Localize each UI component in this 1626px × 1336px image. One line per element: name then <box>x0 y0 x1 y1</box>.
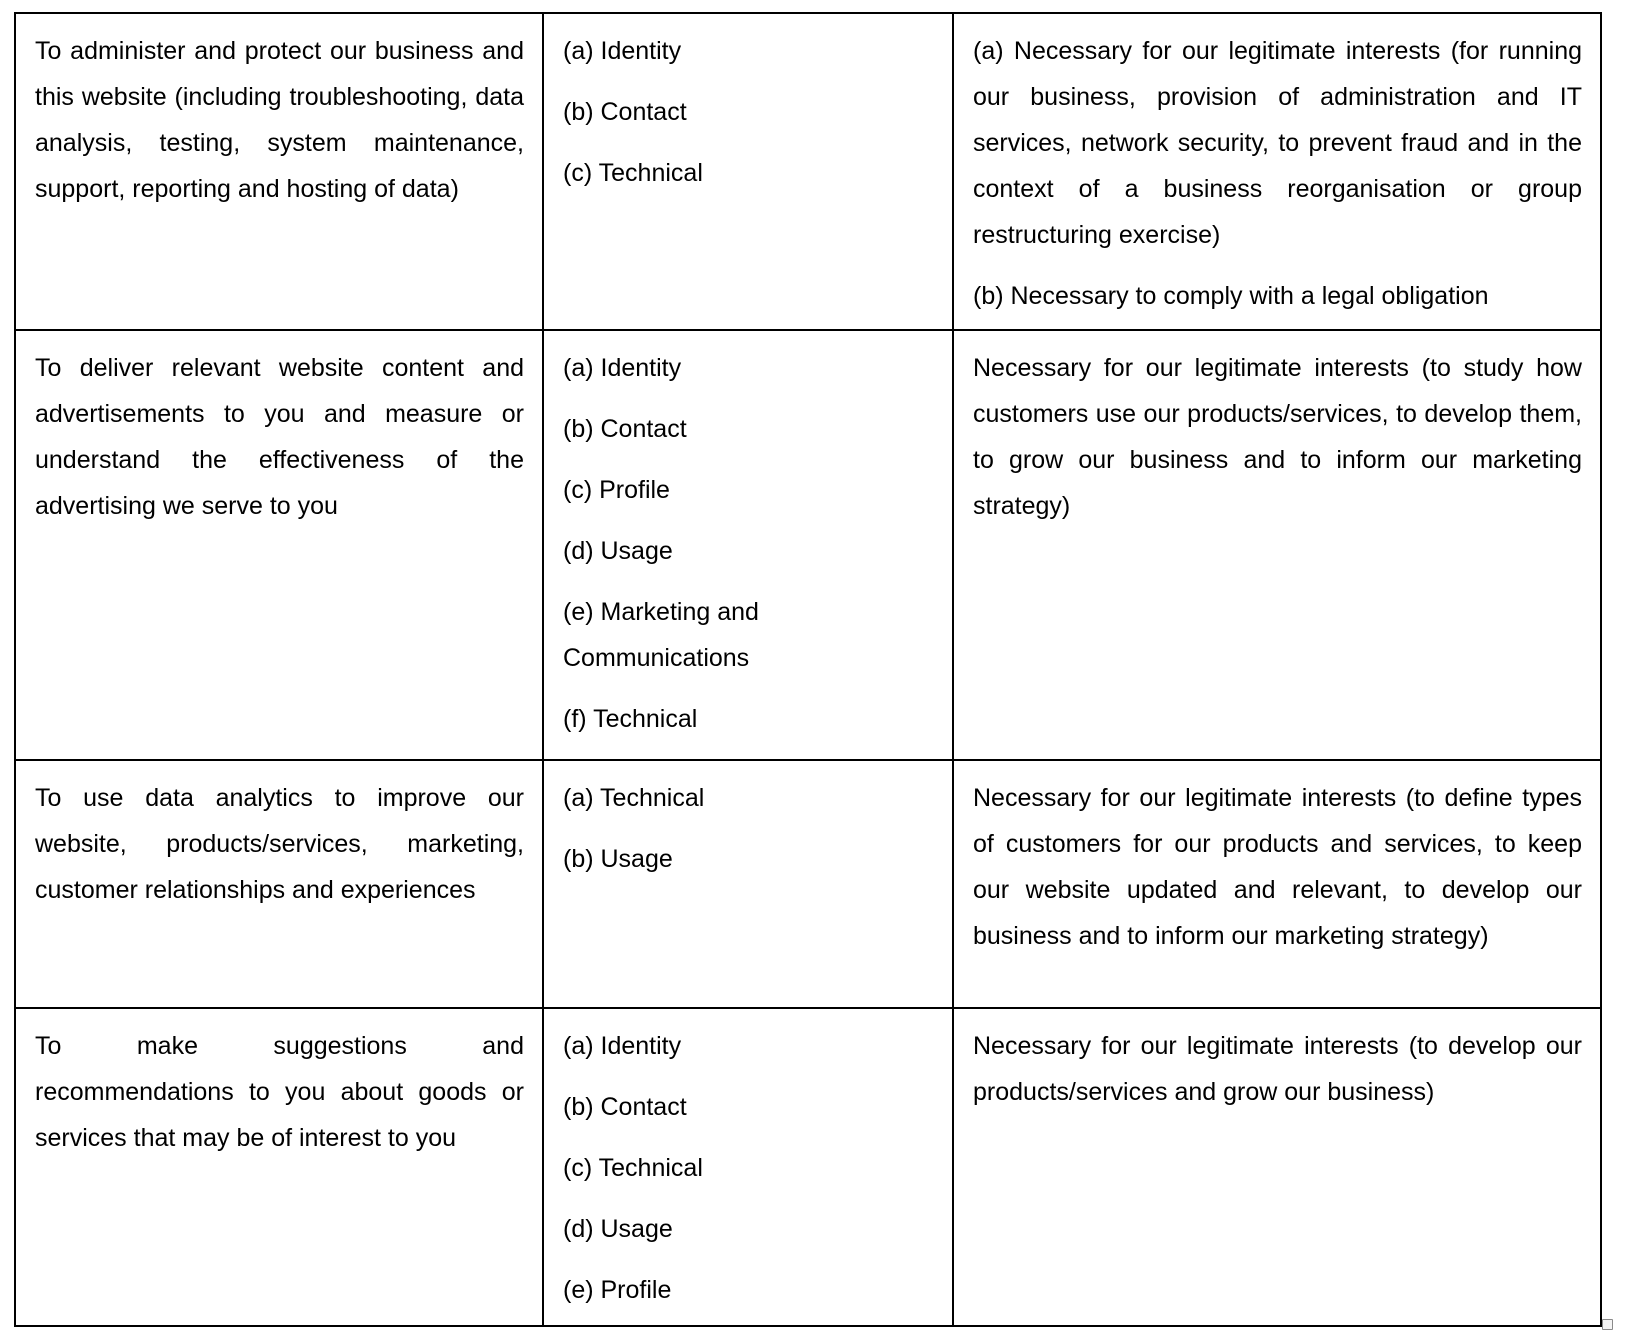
lawful-basis-text: Necessary for our legitimate interests (to define types of customers for our products and services, to keep our website updated and relevant, to develop our business and to inform our marketing strategy) <box>973 784 1582 950</box>
data-type-item: (b) Usage <box>563 845 673 873</box>
data-type-item: (b) Contact <box>563 415 687 443</box>
table-row <box>15 330 1601 760</box>
data-type-item: (c) Profile <box>563 476 670 504</box>
data-type-item: (b) Contact <box>563 1093 687 1121</box>
data-type-item: (c) Technical <box>563 159 703 187</box>
data-type-item: (a) Identity <box>563 37 682 65</box>
purpose-text: To make suggestions and recommendations to you about goods or services that may be of interest to you <box>35 1032 524 1152</box>
data-type-item: (c) Technical <box>563 1154 703 1182</box>
data-type-item: (f) Technical <box>563 705 698 733</box>
data-type-item: (d) Usage <box>563 537 673 565</box>
data-type-item: (a) Identity <box>563 1032 682 1060</box>
purpose-cell <box>15 330 543 760</box>
data-type-item: (d) Usage <box>563 1215 673 1243</box>
purpose-text: To deliver relevant website content and advertisements to you and measure or understand the effectiveness of the advertising we serve to you <box>35 354 524 520</box>
lawful-basis-text: Necessary for our legitimate interests (to develop our products/services and grow our business) <box>973 1032 1582 1106</box>
data-processing-table <box>14 12 1602 1327</box>
purpose-cell <box>15 1008 543 1326</box>
data-type-item: (e) Marketing and Communications <box>563 598 759 672</box>
purpose-text: To use data analytics to improve our website, products/services, marketing, customer relationships and experiences <box>35 784 524 904</box>
data-types-cell <box>543 760 953 1008</box>
table-row <box>15 760 1601 1008</box>
data-type-item: (e) Profile <box>563 1276 672 1304</box>
lawful-basis-cell <box>953 760 1601 1008</box>
lawful-basis-cell <box>953 13 1601 330</box>
lawful-basis-cell <box>953 330 1601 760</box>
data-types-cell <box>543 1008 953 1326</box>
lawful-basis-text: (a) Necessary for our legitimate interests (for running our business, provision of administration and IT services, network security, to prevent fraud and in the context of a business reorganisation or group restructuring exercise) <box>973 37 1582 249</box>
data-type-item: (b) Contact <box>563 98 687 126</box>
data-types-cell <box>543 330 953 760</box>
purpose-cell <box>15 13 543 330</box>
data-type-item: (a) Technical <box>563 784 705 812</box>
resize-handle-icon[interactable] <box>1602 1319 1613 1330</box>
purpose-text: To administer and protect our business and this website (including troubleshooting, data analysis, testing, system maintenance, support, reporting and hosting of data) <box>35 37 524 203</box>
lawful-basis-text: Necessary for our legitimate interests (to study how customers use our products/services, to develop them, to grow our business and to inform our marketing strategy) <box>973 354 1582 520</box>
lawful-basis-text: (b) Necessary to comply with a legal obligation <box>973 282 1489 310</box>
lawful-basis-cell <box>953 1008 1601 1326</box>
table-row <box>15 13 1601 330</box>
data-types-cell <box>543 13 953 330</box>
data-type-item: (a) Identity <box>563 354 682 382</box>
table-row <box>15 1008 1601 1326</box>
purpose-cell <box>15 760 543 1008</box>
